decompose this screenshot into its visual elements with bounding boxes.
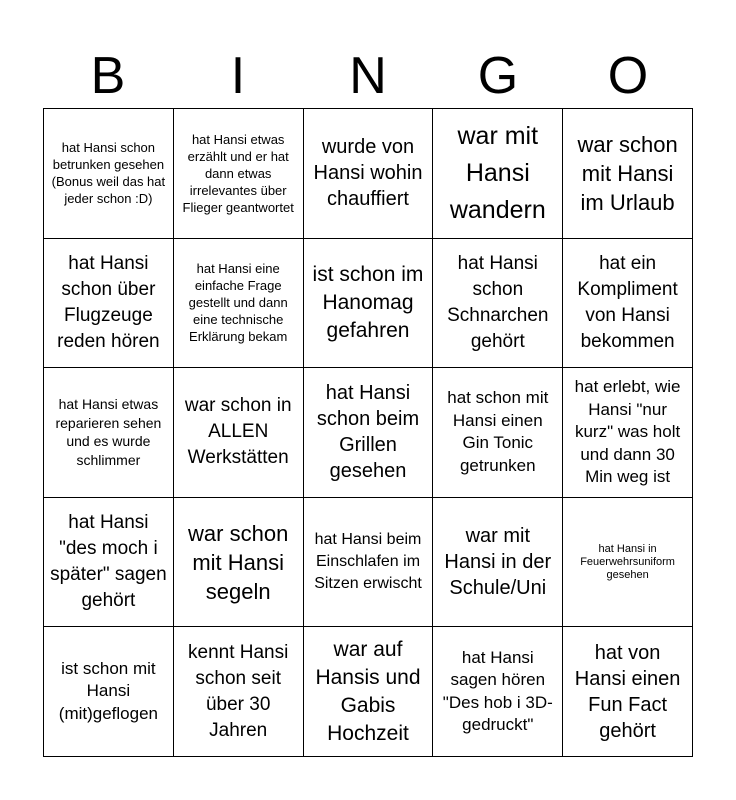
cell-text: hat von Hansi einen Fun Fact gehört: [574, 641, 681, 742]
bingo-cell[interactable]: [44, 239, 174, 369]
bingo-cell[interactable]: [44, 368, 174, 498]
bingo-header: [43, 44, 693, 108]
cell-text: hat Hansi schon beim Grillen gesehen: [316, 382, 420, 483]
header-letter-g: G: [477, 47, 519, 105]
bingo-cell[interactable]: [174, 498, 304, 628]
cell-text: ist schon im Hanomag gefahren: [312, 262, 424, 342]
bingo-cell[interactable]: [563, 368, 693, 498]
bingo-cell[interactable]: [174, 239, 304, 369]
bingo-cell[interactable]: [304, 239, 434, 369]
bingo-grid: [43, 108, 693, 757]
bingo-cell[interactable]: [563, 627, 693, 757]
cell-text: war mit Hansi in der Schule/Uni: [444, 525, 552, 600]
cell-text: hat Hansi etwas erzählt und er hat dann etwas irrelevantes über Flieger geantwortet: [182, 131, 294, 215]
cell-text: hat Hansi schon über Flugzeuge reden hören: [57, 252, 160, 352]
bingo-cell[interactable]: [174, 109, 304, 239]
cell-text: kennt Hansi schon seit über 30 Jahren: [188, 641, 289, 741]
bingo-cell[interactable]: [174, 368, 304, 498]
cell-text: hat Hansi schon betrunken gesehen (Bonus weil das hat jeder schon :D): [51, 140, 166, 207]
cell-text: hat schon mit Hansi einen Gin Tonic getrunken: [447, 388, 549, 475]
bingo-cell[interactable]: [563, 498, 693, 628]
bingo-cell[interactable]: [433, 627, 563, 757]
cell-text: hat Hansi schon Schnarchen gehört: [447, 252, 549, 352]
cell-text: hat Hansi etwas reparieren sehen und es wurde schlimmer: [55, 396, 162, 468]
header-letter-b: B: [90, 47, 126, 105]
cell-text: war auf Hansis und Gabis Hochzeit: [315, 637, 421, 745]
cell-text: hat Hansi eine einfache Frage gestellt und dann eine technische Erklärung bekam: [188, 261, 288, 345]
bingo-cell[interactable]: [563, 109, 693, 239]
bingo-cell[interactable]: [433, 109, 563, 239]
bingo-cell[interactable]: [304, 627, 434, 757]
bingo-cell[interactable]: [304, 498, 434, 628]
header-letter-i: I: [230, 47, 246, 105]
bingo-cell[interactable]: [44, 627, 174, 757]
bingo-cell[interactable]: [433, 239, 563, 369]
header-letter-o: O: [607, 47, 649, 105]
cell-text: war mit Hansi wandern: [449, 121, 546, 224]
cell-text: wurde von Hansi wohin chauffiert: [313, 136, 423, 211]
cell-text: ist schon mit Hansi (mit)geflogen: [58, 658, 158, 723]
cell-text: war schon in ALLEN Werkstätten: [184, 395, 292, 469]
bingo-cell[interactable]: [304, 109, 434, 239]
bingo-cell[interactable]: [304, 368, 434, 498]
bingo-cell[interactable]: [433, 498, 563, 628]
cell-text: war schon mit Hansi im Urlaub: [577, 131, 678, 215]
cell-text: hat Hansi sagen hören "Des hob i 3D-gedruckt": [442, 647, 553, 735]
bingo-cell[interactable]: [433, 368, 563, 498]
cell-text: hat Hansi in Feuerwehrsuniform gesehen: [580, 542, 675, 581]
bingo-cell[interactable]: [174, 627, 304, 757]
cell-text: war schon mit Hansi segeln: [188, 520, 289, 604]
bingo-cell[interactable]: [44, 498, 174, 628]
cell-text: hat erlebt, wie Hansi "nur kurz" was holt und dann 30 Min weg ist: [574, 377, 681, 487]
cell-text: hat ein Kompliment von Hansi bekommen: [577, 252, 678, 352]
cell-text: hat Hansi beim Einschlafen im Sitzen erwischt: [314, 531, 422, 593]
bingo-cell[interactable]: [563, 239, 693, 369]
header-letter-n: N: [349, 47, 387, 105]
cell-text: hat Hansi "des moch i später" sagen gehört: [50, 512, 167, 612]
bingo-cell[interactable]: [44, 109, 174, 239]
